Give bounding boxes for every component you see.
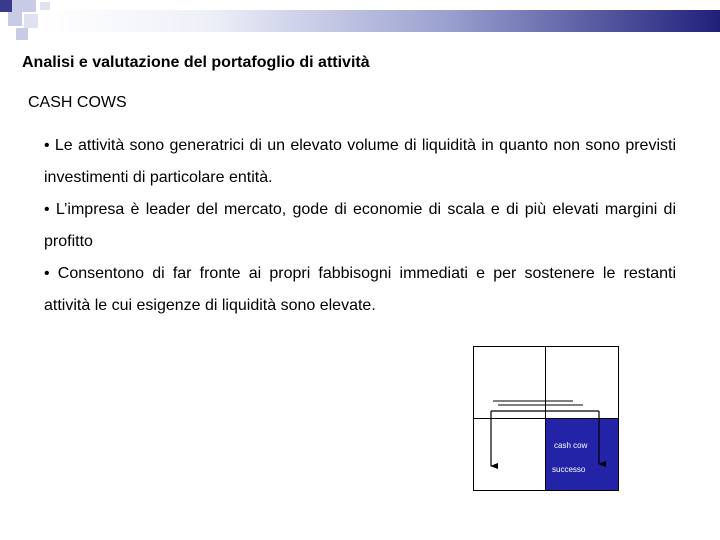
bullet-item: • L’impresa è leader del mercato, gode di economie di scala e di più elevati margini di profitto <box>44 201 676 250</box>
header-square <box>12 0 24 12</box>
bullet-item: • Le attività sono generatrici di un elevato volume di liquidità in quanto non sono previsti investimenti di particolare entità. <box>44 137 676 186</box>
header-square <box>24 14 38 28</box>
bullet-item: • Consentono di far fronte ai propri fabbisogni immediati e per sostenere le restanti attività le cui esigenze di liquidità sono elevate. <box>44 265 676 314</box>
header-square <box>0 0 12 12</box>
header-square <box>24 0 36 12</box>
section-heading: CASH COWS <box>28 94 127 111</box>
header-gradient-bar <box>40 10 720 32</box>
bullet-list <box>44 130 676 322</box>
matrix-arrows <box>473 346 619 491</box>
successo-label: successo <box>552 465 586 474</box>
header-square <box>16 28 28 40</box>
slide-title: Analisi e valutazione del portafoglio di attività <box>22 54 370 71</box>
cash-cow-label: cash cow <box>554 441 588 450</box>
header-square <box>8 12 22 26</box>
